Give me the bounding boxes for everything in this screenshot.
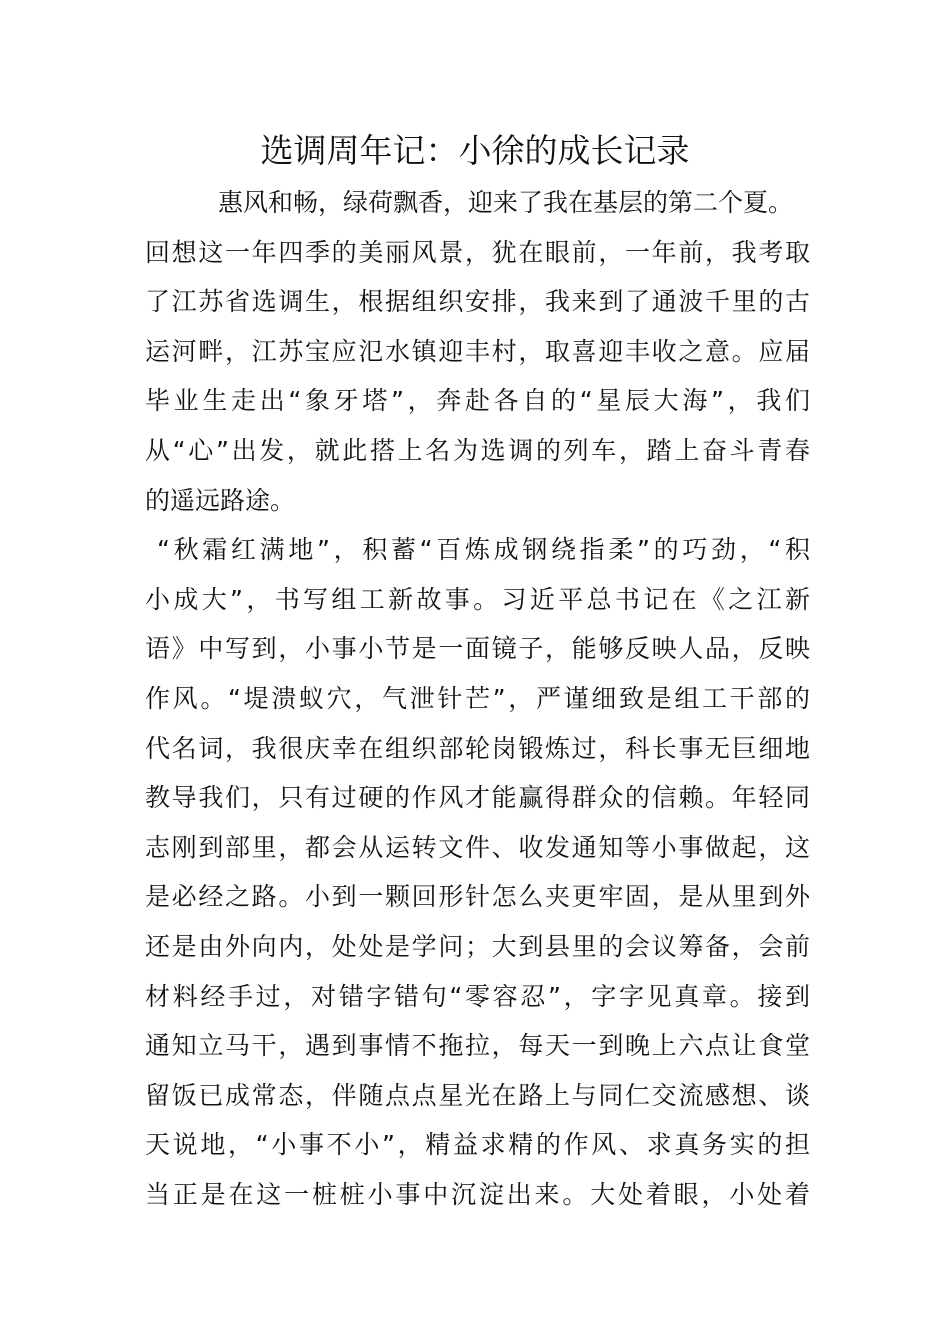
paragraph-line: 通知立马干，遇到事情不拖拉，每天一到晚上六点让食堂 [145,1031,810,1061]
paragraph-line: 的遥远路途。 [145,485,296,515]
paragraph-line: 作风。“堤溃蚁穴，气泄针芒”，严谨细致是组工干部的 [145,683,810,713]
paragraph-line: 了江苏省选调生，根据组织安排，我来到了通波千里的古 [145,287,810,317]
paragraph-line: 当正是在这一桩桩小事中沉淀出来。大处着眼，小处着 [145,1179,810,1209]
paragraph-line: 回想这一年四季的美丽风景，犹在眼前，一年前，我考取 [145,237,810,267]
paragraph-line: 天说地，“小事不小”，精益求精的作风、求真务实的担 [145,1130,810,1160]
document-body [145,178,810,1219]
paragraph-line: 是必经之路。小到一颗回形针怎么夹更牢固，是从里到外 [145,882,810,912]
paragraph-line: 运河畔，江苏宝应氾水镇迎丰村，取喜迎丰收之意。应届 [145,336,810,366]
paragraph-line: 惠风和畅，绿荷飘香，迎来了我在基层的第二个夏。 [218,188,794,217]
paragraph-1 [145,178,810,525]
paragraph-line: 材料经手过，对错字错句“零容忍”，字字见真章。接到 [145,981,810,1011]
document-title: 选调周年记：小徐的成长记录 [260,131,690,170]
paragraph-line: 志刚到部里，都会从运转文件、收发通知等小事做起，这 [145,832,810,862]
paragraph-line: 小成大”，书写组工新故事。习近平总书记在《之江新 [145,584,810,614]
paragraph-2 [145,525,810,1219]
paragraph-line: 还是由外向内，处处是学问；大到县里的会议筹备，会前 [145,931,810,961]
paragraph-line: 从“心”出发，就此搭上名为选调的列车，踏上奋斗青春 [145,435,810,465]
paragraph-line: 语》中写到，小事小节是一面镜子，能够反映人品，反映 [145,634,810,664]
paragraph-line: “秋霜红满地”，积蓄“百炼成钢绕指柔”的巧劲，“积 [157,535,810,565]
paragraph-line: 毕业生走出“象牙塔”，奔赴各自的“星辰大海”，我们 [145,386,810,416]
paragraph-line: 教导我们，只有过硬的作风才能赢得群众的信赖。年轻同 [145,783,810,813]
paragraph-line: 代名词，我很庆幸在组织部轮岗锻炼过，科长事无巨细地 [145,733,810,763]
paragraph-line: 留饭已成常态，伴随点点星光在路上与同仁交流感想、谈 [145,1080,810,1110]
